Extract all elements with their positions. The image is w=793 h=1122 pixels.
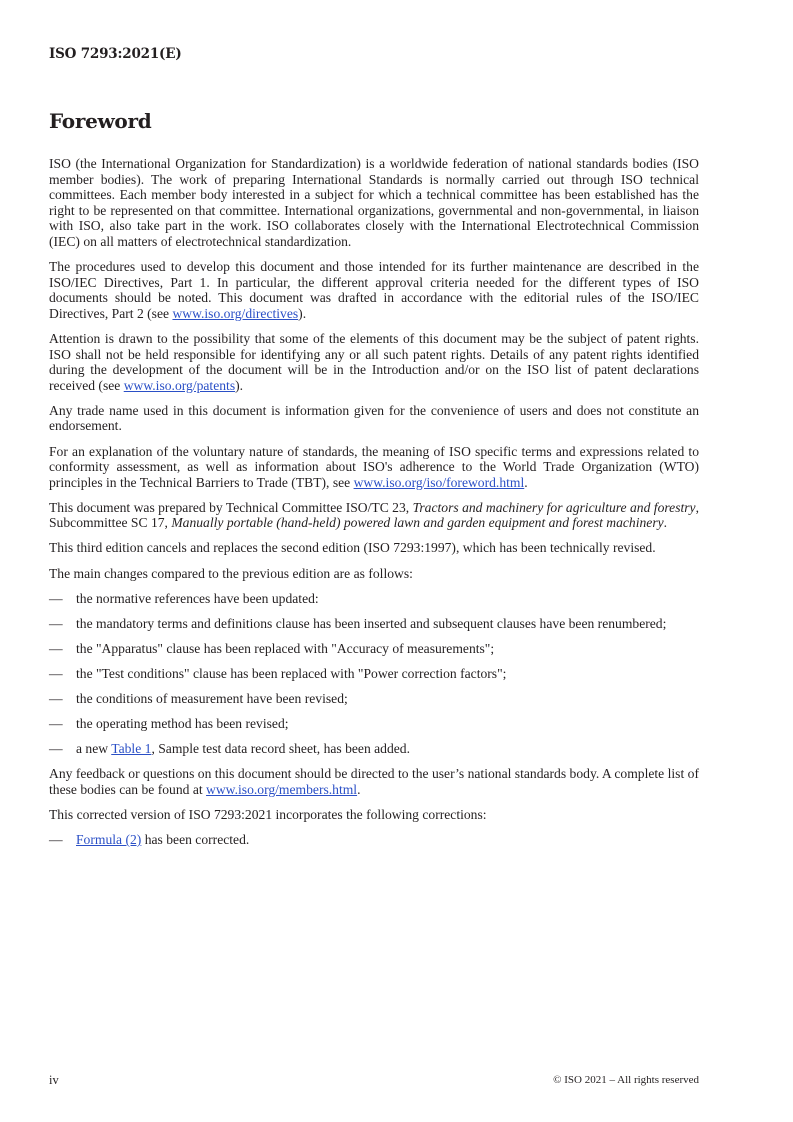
list-item-text: the "Apparatus" clause has been replaced with "Accuracy of measurements"; <box>76 640 495 656</box>
paragraph-text: The procedures used to develop this document and those intended for its further maintenance are described in the ISO/IEC Directives, Part 1. In particular, the different approval criteria needed for the different types of ISO documents should be noted. This document was drafted in accordance with the editorial rules of the ISO/IEC Directives, Part 2 (see <box>49 259 699 321</box>
list-item <box>49 666 699 682</box>
link-foreword[interactable]: www.iso.org/iso/foreword.html <box>353 474 525 490</box>
document-identifier: ISO 7293:2021(E) <box>49 46 182 62</box>
paragraph-iso-intro: ISO (the International Organization for Standardization) is a worldwide federation of national standards bodies (ISO member bodies). The work of preparing International Standards is normally carried out through ISO technical committees. Each member body interested in a subject for which a technical committee has been established has the right to be represented on that committee. International organizations, governmental and non-governmental, in liaison with ISO, also take part in the work. ISO collaborates closely with the International Electrotechnical Commission (IEC) on all matters of electrotechnical standardization. <box>49 156 699 249</box>
link-patents[interactable]: www.iso.org/patents <box>123 377 236 393</box>
list-item-text: a new <box>76 741 112 757</box>
paragraph-text: ). <box>235 377 244 393</box>
paragraph-text: , Subcommittee SC 17, <box>49 499 699 531</box>
list-item-text: the "Test conditions" clause has been replaced with "Power correction factors"; <box>76 665 507 681</box>
corrections-list <box>49 832 699 848</box>
dash-bullet: — <box>49 716 63 732</box>
list-item-text: , Sample test data record sheet, has been added. <box>151 741 410 757</box>
page-number: iv <box>49 1073 59 1087</box>
list-item-text: the normative references have been updated: <box>76 590 319 606</box>
paragraph-trade-name: Any trade name used in this document is information given for the convenience of users and does not constitute an endorsement. <box>49 402 699 434</box>
list-item <box>49 716 699 732</box>
list-item-text: the conditions of measurement have been revised; <box>76 691 348 707</box>
list-item <box>49 691 699 707</box>
dash-bullet: — <box>49 665 63 681</box>
paragraph-edition: This third edition cancels and replaces the second edition (ISO 7293:1997), which has been technically revised. <box>49 540 656 556</box>
paragraph-text: Any feedback or questions on this document should be directed to the user’s national standards body. A complete list of these bodies can be found at <box>49 766 699 797</box>
copyright-notice: © ISO 2021 – All rights reserved <box>553 1074 699 1086</box>
paragraph-committee <box>49 500 699 531</box>
paragraph-corrected-version: This corrected version of ISO 7293:2021 incorporates the following corrections: <box>49 807 487 822</box>
paragraph-text: ). <box>298 305 307 321</box>
list-item <box>49 741 699 757</box>
committee-title: Tractors and machinery for agriculture and forestry <box>412 499 696 515</box>
list-item-text: the mandatory terms and definitions clause has been inserted and subsequent clauses have been renumbered; <box>76 615 667 631</box>
changes-list <box>49 591 699 757</box>
link-table-1[interactable]: Table 1 <box>111 741 152 757</box>
page-footer <box>49 1073 699 1088</box>
subcommittee-title: Manually portable (hand-held) powered lawn and garden equipment and forest machinery <box>171 515 664 531</box>
paragraph-text: . <box>357 781 361 797</box>
list-item <box>49 832 699 848</box>
dash-bullet: — <box>49 640 63 656</box>
paragraph-feedback <box>49 766 699 797</box>
paragraph-procedures <box>49 259 699 321</box>
paragraph-text: This document was prepared by Technical Committee ISO/TC 23, <box>49 499 413 515</box>
paragraph-text: Attention is drawn to the possibility that some of the elements of this document may be the subject of patent rights. ISO shall not be held responsible for identifying any or all such patent rights. Details of any patent rights identified during the development of the document will be in the Introduction and/or on the ISO list of patent declarations received (see <box>49 330 699 393</box>
dash-bullet: — <box>49 615 63 631</box>
list-item <box>49 641 699 657</box>
dash-bullet: — <box>49 691 63 707</box>
dash-bullet: — <box>49 590 63 606</box>
list-item-text: has been corrected. <box>141 832 250 848</box>
link-members[interactable]: www.iso.org/members.html <box>206 781 358 797</box>
page-title: Foreword <box>49 109 152 133</box>
paragraph-main-changes: The main changes compared to the previous edition are as follows: <box>49 565 413 581</box>
paragraph-text: . <box>663 515 668 531</box>
list-item <box>49 616 699 632</box>
link-directives[interactable]: www.iso.org/directives <box>172 305 299 321</box>
foreword-body <box>49 156 699 857</box>
paragraph-text: . <box>524 474 528 490</box>
list-item-text: the operating method has been revised; <box>76 716 289 732</box>
link-formula-2[interactable]: Formula (2) <box>76 832 142 848</box>
paragraph-patents <box>49 331 699 393</box>
dash-bullet: — <box>49 832 63 848</box>
dash-bullet: — <box>49 741 63 757</box>
paragraph-text: For an explanation of the voluntary nature of standards, the meaning of ISO specific terms and expressions related to conformity assessment, as well as information about ISO's adherence to the World Trade Organization (WTO) principles in the Technical Barriers to Trade (TBT), see <box>49 443 699 490</box>
document-page <box>49 0 699 1122</box>
list-item <box>49 591 699 607</box>
paragraph-voluntary-nature <box>49 444 699 491</box>
